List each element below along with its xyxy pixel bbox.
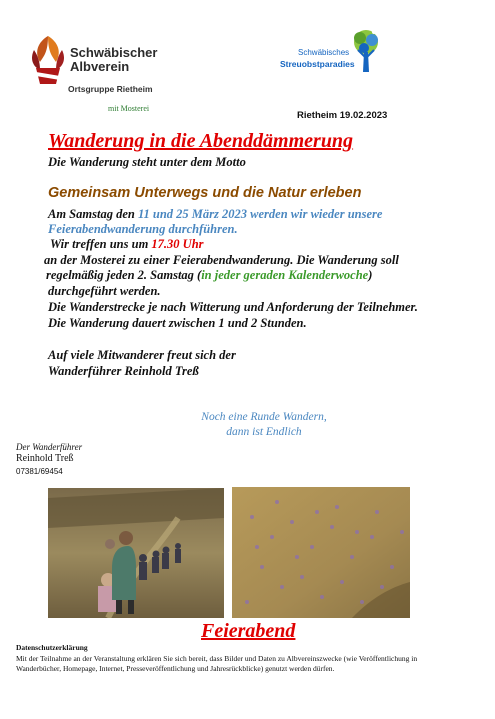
leader-name: Reinhold Treß bbox=[16, 453, 74, 464]
leaf-emblem-icon bbox=[28, 32, 68, 88]
quote-line-2: dann ist Endlich bbox=[226, 426, 302, 438]
hikers-photo bbox=[48, 488, 224, 618]
albverein-logo bbox=[28, 32, 178, 112]
quote-line-1: Noch eine Runde Wandern, bbox=[201, 411, 327, 423]
motto-intro: Die Wanderung steht unter dem Motto bbox=[48, 155, 246, 169]
datenschutz-title: Datenschutzerklärung bbox=[16, 643, 88, 652]
body-line-9: Auf viele Mitwanderer freut sich der bbox=[48, 348, 236, 362]
body-text: Am Samstag den bbox=[48, 207, 138, 221]
crocus-meadow-photo bbox=[232, 487, 410, 618]
body-line-4: an der Mosterei zu einer Feierabendwanderung. Die Wanderung soll bbox=[44, 253, 399, 267]
streuobstparadies-logo bbox=[280, 28, 390, 88]
body-text: regelmäßig jeden 2. Samstag ( bbox=[46, 268, 202, 282]
logo-right-line2: Streuobstparadies bbox=[280, 59, 355, 69]
logo-name-line1: Schwäbischer bbox=[70, 45, 158, 60]
leader-role: Der Wanderführer bbox=[16, 442, 83, 452]
time-highlight: 17.30 Uhr bbox=[151, 237, 204, 251]
leader-phone: 07381/69454 bbox=[16, 467, 63, 476]
body-line-2: Feierabendwanderung durchführen. bbox=[48, 222, 238, 236]
logo-name-line2: Albverein bbox=[70, 59, 130, 74]
logo-right-line1: Schwäbisches bbox=[298, 48, 350, 57]
motto: Gemeinsam Unterwegs und die Natur erleben bbox=[48, 185, 362, 201]
body-text: Wir treffen uns um bbox=[50, 237, 152, 251]
body-line-10: Wanderführer Reinhold Treß bbox=[48, 364, 199, 378]
feierabend-heading: Feierabend bbox=[201, 620, 296, 642]
logo-ortsgruppe: Ortsgruppe Rietheim bbox=[68, 84, 153, 94]
date: Rietheim 19.02.2023 bbox=[297, 110, 388, 121]
date-highlight: 11 und 25 März 2023 bbox=[137, 207, 248, 221]
body-line-5 bbox=[46, 268, 372, 283]
body-text: werden wir wieder unsere bbox=[247, 207, 383, 221]
body-line-6: durchgeführt werden. bbox=[48, 284, 161, 298]
week-highlight: in jeder geraden Kalenderwoche bbox=[201, 268, 369, 282]
tree-icon bbox=[350, 28, 382, 76]
page-title: Wanderung in die Abenddämmerung bbox=[48, 130, 354, 152]
datenschutz-text: Mit der Teilnahme an der Veranstaltung erklären Sie sich bereit, dass Bilder und Daten zu Albvereinszwecke (wie Veröffentlichung in Wanderbücher, Homepage, Internet, Presseveröffentlichung und Jahresrückblicke) genutzt werden dürfen. bbox=[16, 654, 418, 673]
body-line-1 bbox=[48, 207, 382, 222]
body-line-3 bbox=[50, 237, 204, 252]
body-text: ) bbox=[368, 268, 373, 282]
body-line-8: Die Wanderung dauert zwischen 1 und 2 Stunden. bbox=[48, 316, 307, 330]
body-line-7: Die Wanderstrecke je nach Witterung und Anforderung der Teilnehmer. bbox=[48, 300, 418, 314]
logo-mit-mosterei: mit Mosterei bbox=[108, 104, 150, 113]
